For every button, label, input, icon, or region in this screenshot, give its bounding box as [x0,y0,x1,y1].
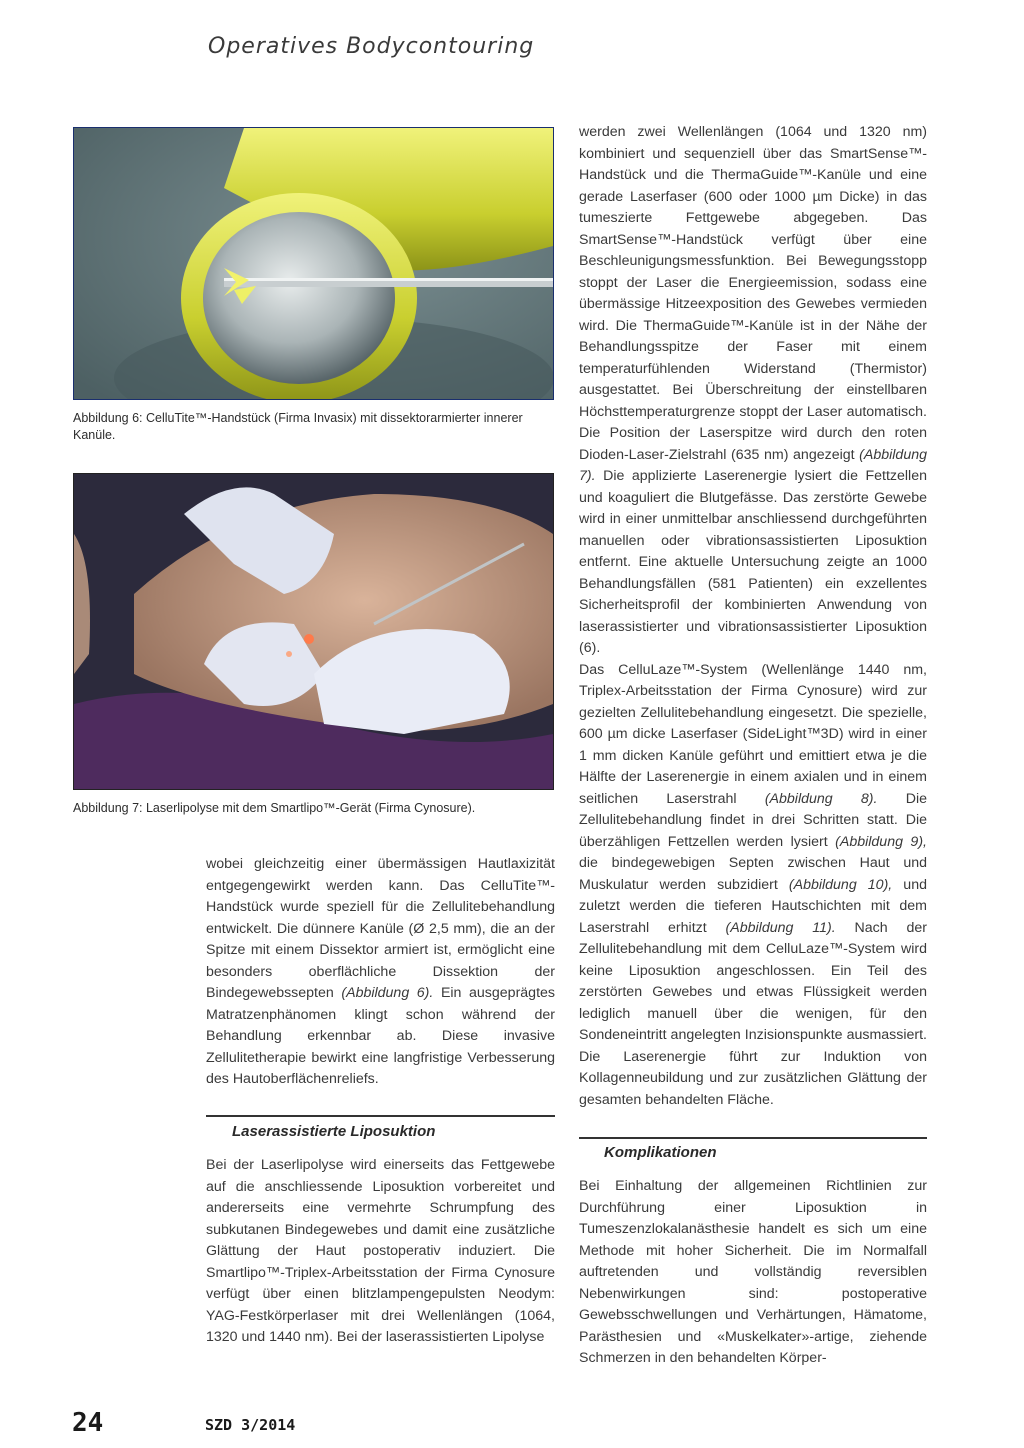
figure-6-image [73,127,554,400]
section-divider [579,1137,927,1139]
right-column-paragraph-1: werden zwei Wellenlängen (1064 und 1320 nm) kombiniert und sequenziell über das SmartSense™-Handstück und die ThermaGuide™-Kanüle und eine gerade Laserfaser (600 oder 1000 µm Dicke) in das tumeszierte Fettgewebe abgegeben. Das SmartSense™-Handstück verfügt über eine Beschleunigungsmessfunktion. Bei Bewegungsstopp stoppt der Laser die Energieemission, sodass eine übermässige Hitzeexposition des Gewebes vermieden wird. Die ThermaGuide™-Kanüle ist in der Nähe der Behandlungsspitze der Faser mit einem temperaturfühlenden Widerstand (Thermistor) ausgestattet. Bei Überschreitung der einstellbaren Höchsttemperaturgrenze stoppt der Laser automatisch. Die Position der Laserspitze wird durch den roten Dioden-Laser-Zielstrahl (635 nm) angezeigt (Abbildung 7). Die applizierte Laserenergie lysiert die Fettzellen und koaguliert die Blutgefässe. Das zerstörte Gewebe wird in einer unmittelbar anschliessend durchgeführten manuellen oder vibrationsassistierten Liposuktion entfernt. Eine aktuelle Untersuchung zeigte an 1000 Behandlungsfällen (581 Patienten) ein exzellentes Sicherheitsprofil der kombinierten Anwendung von laserassistierter und vibrationsassistierter Liposuktion (6). Das CelluLaze™-System (Wellenlänge 1440 nm, Triplex-Arbeitsstation der Firma Cynosure) wird zur gezielten Zellulitebehandlung eingesetzt. Die spezielle, 600 µm dicke Laserfaser (SideLight™3D) wird in einer 1 mm dicken Kanüle geführt und emittiert etwa je die Hälfte der Laserenergie in einem axialen und in einem seitlichen Laserstrahl (Abbildung 8). Die Zellulitebehandlung findet in drei Schritten statt. Die überzähligen Fettzellen werden lysiert (Abbildung 9), die bindegewebigen Septen zwischen Haut und Muskulatur werden subzidiert (Abbildung 10), und zuletzt werden die tieferen Hautschichten mit dem Laserstrahl erhitzt (Abbildung 11). Nach der Zellulitebehandlung mit dem CelluLaze™-System wird keine Liposuktion angeschlossen. Ein Teil des zerstörten Gewebes und etwas Flüssigkeit werden lediglich manuell über die wenigen, für den Sondeneintritt angelegten Inzisionspunkte ausmassiert. Die Laserenergie führt zur Induktion von Kollagenneubildung und zur zusätzlichen Glättung der gesamten behandelten Fläche. [579,122,927,1111]
section-title-komplikationen: Komplikationen [604,1144,717,1161]
laserlipolysis-photo [74,474,553,789]
journal-issue: SZD 3/2014 [205,1416,296,1434]
handpiece-photo [74,128,553,399]
right-column-paragraph-3: Bei Einhaltung der allgemeinen Richtlinien zur Durchführung einer Liposuktion in Tumeszenzlokalanästhesie handelt es sich um eine Methode mit hoher Sicherheit. Die im Normalfall auftretenden und vollständig reversiblen Nebenwirkungen sind: postoperative Gewebsschwellungen und Verhärtungen, Hämatome, Parästhesien und «Muskelkater»-artige, ziehende Schmerzen in den behandelten Körper- [579,1178,927,1366]
figure-7-image [73,473,554,790]
running-header: Operatives Bodycontouring [208,34,535,59]
figure-6-caption: Abbildung 6: CelluTite™-Handstück (Firma Invasix) mit dissektorarmierter innerer Kanüle. [73,411,523,442]
ref-abbildung-6: (Abbildung 6). [341,985,434,1001]
page-number: 24 [72,1408,104,1438]
section-title-laserassistierte-liposuktion: Laserassistierte Liposuktion [232,1123,436,1140]
section-divider [206,1115,555,1117]
figure-7-caption: Abbildung 7: Laserlipolyse mit dem Smartlipo™-Gerät (Firma Cynosure). [73,801,476,815]
left-column-paragraph-2: Bei der Laserlipolyse wird einerseits das Fettgewebe auf die anschliessende Liposuktion vorbereitet und andererseits eine vermehrte Schrumpfung des subkutanen Bindegewebes und damit eine zusätzliche Glättung der Haut postoperativ induziert. Die Smartlipo™-Triplex-Arbeitsstation der Firma Cynosure verfügt über einen blitzlampengepulsten Neodym: YAG-Festkörperlaser mit drei Wellenlängen (1064, 1320 und 1440 nm). Bei der laserassistierten Lipolyse [206,1157,555,1345]
left-column-paragraph-1: wobei gleichzeitig einer übermässigen Hautlaxizität entgegengewirkt werden kann. Das CelluTite™-Handstück wurde speziell für die Zellulitebehandlung entwickelt. Die dünnere Kanüle (Ø 2,5 mm), die an der Spitze mit einem Dissektor armiert ist, ermöglicht eine besonders oberflächliche Dissektion der Bindegewebssepten (Abbildung 6). Ein ausgeprägtes Matratzenphänomen klingt schon während der Behandlung erkennbar ab. Diese invasive Zellulitetherapie bewirkt eine langfristige Verbesserung des Hautoberflächenreliefs. [206,856,555,1087]
right-column-paragraph-2: Das CelluLaze™-System (Wellenlänge 1440 nm, Triplex-Arbeitsstation der Firma Cynosure) wird zur gezielten Zellulitebehandlung eingesetzt. Die spezielle, 600 µm dicke Laserfaser (SideLight™3D) wird in einer 1 mm dicken Kanüle geführt und emittiert etwa je die Hälfte der Laserenergie in einem axialen und in einem seitlichen Laserstrahl (Abbildung 8). Die Zellulitebehandlung findet in drei Schritten statt. Die überzähligen Fettzellen werden lysiert (Abbildung 9), die bindegewebigen Septen zwischen Haut und Muskulatur werden subzidiert (Abbildung 10), und zuletzt werden die tieferen Hautschichten mit dem Laserstrahl erhitzt (Abbildung 11). Nach der Zellulitebehandlung mit dem CelluLaze™-System wird keine Liposuktion angeschlossen. Ein Teil des zerstörten Gewebes und etwas Flüssigkeit werden lediglich manuell über die wenigen, für den Sondeneintritt angelegten Inzisionspunkte ausmassiert. Die Laserenergie führt zur Induktion von Kollagenneubildung und zur zusätzlichen Glättung der gesamten behandelten Fläche. [579,661,927,1108]
